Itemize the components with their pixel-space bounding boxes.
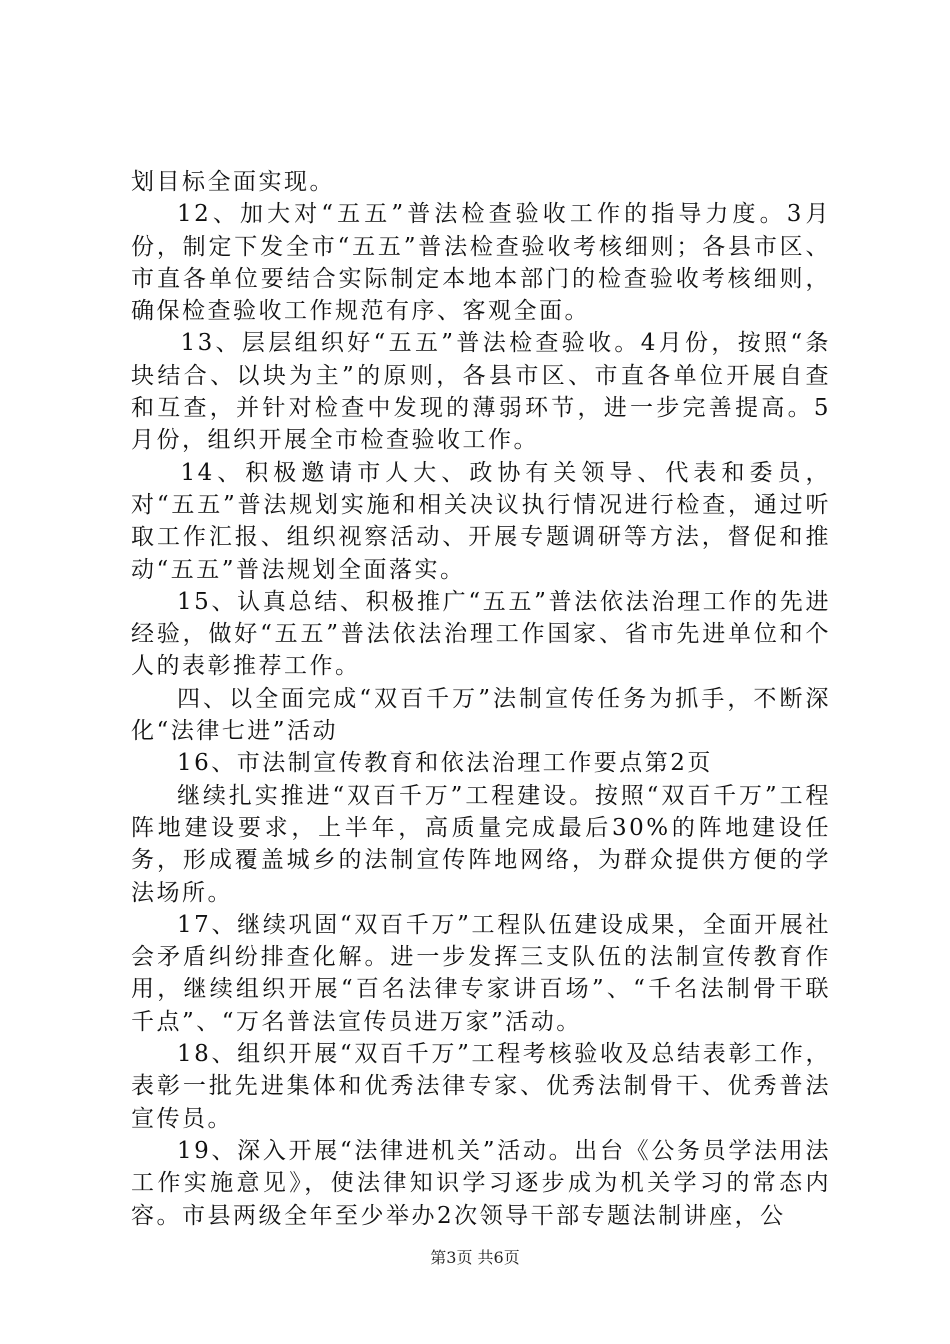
paragraph-item-16-header: 16、市法制宣传教育和依法治理工作要点第2页 — [177, 750, 713, 777]
page-footer: 第3页 共6页 — [430, 1248, 520, 1267]
paragraph-item-18: 18、组织开展“双百千万”工程考核验收及总结表彰工作，表彰一批先进集体和优秀法律专家、优秀法制骨干、优秀普法宣传员。 — [131, 1041, 831, 1132]
section-heading-four: 四、以全面完成“双百千万”法制宣传任务为抓手，不断深化“法律七进”活动 — [131, 685, 831, 745]
paragraph-continuation: 划目标全面实现。 — [131, 169, 335, 195]
paragraph-item-14: 14、积极邀请市人大、政协有关领导、代表和委员，对“五五”普法规划实施和相关决议执行情况进行检查，通过听取工作汇报、组织视察活动、开展专题调研等方法，督促和推动“五五”普法规划全面落实。 — [131, 459, 831, 583]
paragraph-item-13: 13、层层组织好“五五”普法检查验收。4月份，按照“条块结合、以块为主”的原则，各县市区、市直各单位开展自查和互查，并针对检查中发现的薄弱环节，进一步完善提高。5月份，组织开展全市检查验收工作。 — [131, 330, 831, 454]
paragraph-item-15: 15、认真总结、积极推广“五五”普法依法治理工作的先进经验，做好“五五”普法依法治理工作国家、省市先进单位和个人的表彰推荐工作。 — [131, 588, 831, 680]
paragraph-item-12: 12、加大对“五五”普法检查验收工作的指导力度。3月份，制定下发全市“五五”普法检查验收考核细则；各县市区、市直各单位要结合实际制定本地本部门的检查验收考核细则，确保检查验收工作规范有序、客观全面。 — [131, 201, 831, 325]
paragraph-item-16-body: 继续扎实推进“双百千万”工程建设。按照“双百千万”工程阵地建设要求，上半年，高质量完成最后30%的阵地建设任务，形成覆盖城乡的法制宣传阵地网络，为群众提供方便的学法场所。 — [131, 782, 831, 906]
paragraph-item-17: 17、继续巩固“双百千万”工程队伍建设成果，全面开展社会矛盾纠纷排查化解。进一步发挥三支队伍的法制宣传教育作用，继续组织开展“百名法律专家讲百场”、“千名法制骨干联千点”、“万名普法宣传员进万家”活动。 — [131, 911, 831, 1035]
paragraph-item-19: 19、深入开展“法律进机关”活动。出台《公务员学法用法工作实施意见》，使法律知识学习逐步成为机关学习的常态内容。市县两级全年至少举办2次领导干部专题法制讲座，公 — [131, 1137, 831, 1229]
document-body — [131, 166, 831, 1232]
